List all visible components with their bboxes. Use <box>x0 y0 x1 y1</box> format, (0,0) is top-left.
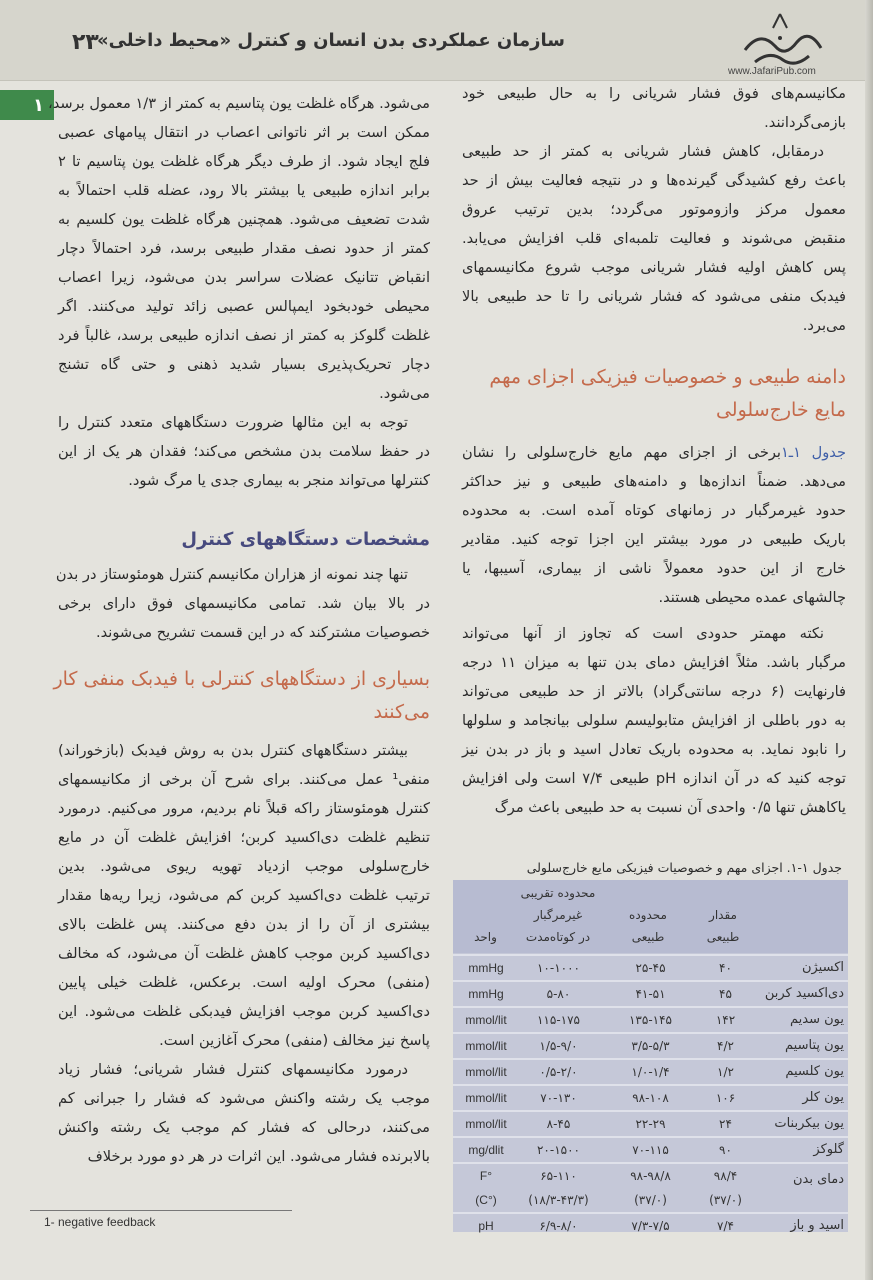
text-line: باعث رفع کشیدگی گیرنده‌ها و در نتیجه فعالیت بیش از حد <box>462 172 846 189</box>
cell-range: ۲۲-۲۹ <box>635 1117 666 1131</box>
cell-value: ۴/۲ <box>717 1039 734 1053</box>
cell-approx: ۷۰-۱۳۰ <box>540 1091 577 1105</box>
cell-unit: mmHg <box>468 961 504 975</box>
cell-name: یون کلر <box>802 1090 844 1105</box>
publisher-url: www.JafariPub.com <box>728 66 816 77</box>
text-line: ترتیب غلظت دی‌اکسید کربن کم می‌شود، زیرا ریه‌ها مقدار <box>58 887 430 904</box>
cell-value: ۹۸/۴ <box>713 1169 738 1183</box>
text-line: توجه کنید که در آن اندازه pH طبیعی ۷/۴ است ولی افزایش <box>462 770 846 787</box>
cell-name: یون بیکربنات <box>774 1116 844 1131</box>
ecf-table <box>453 880 848 1232</box>
text-line: می‌کنند <box>373 701 430 723</box>
table-row <box>453 980 848 1006</box>
cell-range: ۹۸-۱۰۸ <box>632 1091 669 1105</box>
cell-approx: ۶/۹-۸/۰ <box>539 1219 578 1233</box>
text-line: برابر اندازه طبیعی یا بیشتر بالا رود، عضله قلب احتمالاً به <box>58 182 430 199</box>
cell-value: ۱۴۲ <box>715 1013 736 1027</box>
cell-range: ۷۰-۱۱۵ <box>632 1143 669 1157</box>
cell-approx-celsius: (۱۸/۳-۴۳/۳) <box>528 1193 589 1207</box>
text-line: درمقابل، کاهش فشار شریانی به کمتر از حد طبیعی <box>462 143 824 160</box>
text-line: فارنهایت (۶ درجه سانتی‌گراد) بالاتر از حد طبیعی می‌تواند <box>462 683 846 700</box>
cell-range: ۴۱-۵۱ <box>635 987 666 1001</box>
cell-name: گلوکز <box>813 1142 844 1157</box>
cell-value: ۴۵ <box>719 987 732 1001</box>
text-line: بیشتری از آن را از بدن دفع می‌کنند. پس غلظت بالای <box>58 916 430 933</box>
table-caption: جدول ۱-۱. اجزای مهم و خصوصیات فیزیکی مایع خارج‌سلولی <box>526 860 842 875</box>
header-range-line: محدوده <box>629 908 667 922</box>
chapter-tab: ۱ <box>0 90 54 120</box>
text-line: دامنه طبیعی و خصوصیات فیزیکی اجزای مهم <box>489 366 846 388</box>
text-line: توجه به این مثالها ضرورت دستگاههای متعدد کنترل را <box>58 414 408 431</box>
cell-approx: ۱/۵-۹/۰ <box>539 1039 578 1053</box>
header-value <box>698 904 748 948</box>
cell-name: دمای بدن <box>792 1172 844 1187</box>
text-line: می‌شود. هرگاه غلظت یون پتاسیم به کمتر از ۱/۳ معمول برسد، <box>48 95 430 112</box>
header-value-line: طبیعی <box>706 930 740 944</box>
cell-approx: ۵-۸۰ <box>546 987 571 1001</box>
table-row <box>453 1136 848 1162</box>
text-line: دچار تحریک‌پذیری بسیار شدید ذهنی و حتی گاه تشنج <box>58 356 430 373</box>
cell-value: ۴۰ <box>719 961 732 975</box>
cell-value: ۷/۴ <box>717 1219 734 1233</box>
text-line: خصوصیات مشترکند که در این قسمت تشریح می‌شوند. <box>95 624 430 641</box>
text-line: چالشهای عمده محیطی هستند. <box>658 589 846 606</box>
page-header <box>0 0 873 81</box>
text-line: نکته مهمتر حدودی است که تجاوز از آنها می‌تواند <box>462 625 824 642</box>
text-line: حدود غیرمرگبار در زمانهای کوتاه آمده است. به محدوده <box>462 502 846 519</box>
text-line <box>462 438 846 467</box>
text-line: منقبض می‌شوند و فعالیت تلمبه‌ای قلب افزایش می‌یابد. <box>462 230 846 247</box>
table-row <box>453 1058 848 1084</box>
paragraph <box>58 1055 430 1171</box>
text-line: بازمی‌گردانند. <box>764 114 846 131</box>
text-line: (منفی) محرک اولیه است. برعکس، غلظت خیلی پایین <box>58 974 430 991</box>
cell-unit: mmol/lit <box>465 1117 507 1131</box>
header-approx-line: محدوده تقریبی <box>520 886 596 900</box>
text-line: مشخصات دستگاههای کنترل <box>181 529 430 550</box>
cell-unit: °F <box>479 1169 493 1183</box>
table-row <box>453 1084 848 1110</box>
table-row <box>453 954 848 980</box>
page-number: ۲۳ <box>72 30 99 55</box>
cell-range: ۱/۰-۱/۴ <box>631 1065 670 1079</box>
paragraph <box>58 408 430 495</box>
text-line: فلج ایجاد شود. از طرف دیگر هرگاه غلظت یون پتاسیم تا ۲ <box>58 153 430 170</box>
cell-unit: mmol/lit <box>465 1091 507 1105</box>
cell-name: اسید و باز <box>790 1218 844 1233</box>
text-line: کنترلها می‌تواند منجر به بیماری جدی یا مرگ شود. <box>128 472 430 489</box>
cell-value-celsius: (۳۷/۰) <box>709 1193 742 1207</box>
text-line: پس کاهش اولیه فشار شریانی موجب شروع مکانیسمهای <box>462 259 846 276</box>
text-line: می‌شود. <box>379 385 430 402</box>
text-line: مرگبار باشد. مثلاً افزایش دمای بدن تنها به میزان ۱۱ درجه <box>462 654 846 671</box>
cell-range: ۷/۳-۷/۵ <box>631 1219 670 1233</box>
text-line: دی‌اکسید کربن موجب کاهش غلظت آن می‌شود، که مخالف <box>58 945 430 962</box>
header-unit: واحد <box>474 930 497 944</box>
text-segment: برخی از اجزای مهم مایع خارج‌سلولی را نشان <box>462 444 781 461</box>
cell-range: ۳/۵-۵/۳ <box>631 1039 670 1053</box>
running-title: سازمان عملکردی بدن انسان و کنترل «محیط داخلی» <box>96 30 565 51</box>
text-line: مکانیسم‌های فوق فشار شریانی را به حال طبیعی خود <box>462 85 846 102</box>
cell-approx: ۶۵-۱۱۰ <box>540 1169 577 1183</box>
cell-unit: mmol/lit <box>465 1013 507 1027</box>
text-line: ممکن است بر اثر ناتوانی اعصاب در انتقال پیامهای عصبی <box>58 124 430 141</box>
cell-range: ۹۸-۹۸/۸ <box>630 1169 671 1183</box>
cell-unit: mmHg <box>468 987 504 1001</box>
text-line: پاسخ نیز مخالف (منفی) محرک آغازین است. <box>159 1032 430 1049</box>
header-range <box>613 904 683 948</box>
header-approx <box>508 882 608 948</box>
text-line: می‌کنند، درحالی که فشار کم موجب یک رشته واکنش <box>58 1119 430 1136</box>
text-line: بیشتر دستگاههای کنترل بدن به روش فیدبک (بازخوراند) <box>58 742 408 759</box>
cell-name: یون پتاسیم <box>785 1038 844 1053</box>
cell-approx: ۸-۴۵ <box>546 1117 571 1131</box>
table-reference-link[interactable]: جدول ۱ـ۱ <box>780 444 846 461</box>
cell-value: ۹۰ <box>719 1143 732 1157</box>
text-line: خارج از این حدود معمولاً ناشی از بیماری، آسیبها، یا <box>462 560 846 577</box>
paragraph <box>462 79 846 137</box>
cell-range: ۲۵-۴۵ <box>635 961 666 975</box>
footnote-divider <box>30 1210 292 1211</box>
text-line: معمول مرکز وازوموتور می‌گردد؛ بدین ترتیب عروق <box>462 201 846 218</box>
text-line: انقباض تتانیک عضلات سراسر بدن می‌شود، زیرا اعصاب <box>58 269 430 286</box>
table-row <box>453 1006 848 1032</box>
cell-value: ۱/۲ <box>717 1065 734 1079</box>
cell-range: ۱۳۵-۱۴۵ <box>628 1013 672 1027</box>
paragraph <box>462 619 846 822</box>
header-approx-line: غیرمرگبار <box>533 908 583 922</box>
cell-name: دی‌اکسید کربن <box>764 986 844 1001</box>
cell-unit: mg/dlit <box>468 1143 504 1157</box>
text-line: یاکاهش تنها ۰/۵ واحدی آن نسبت به حد طبیعی باعث مرگ <box>494 799 846 816</box>
cell-name: یون کلسیم <box>785 1064 844 1079</box>
cell-unit: mmol/lit <box>465 1065 507 1079</box>
text-line: می‌برد. <box>802 317 846 334</box>
text-line: کنترل هومئوستاز راکه قبلاً نام بردیم، مرور می‌کنیم. درمورد <box>58 800 430 817</box>
cell-unit-celsius: (°C) <box>475 1193 497 1207</box>
text-line: موجب یک رشته واکنش می‌شود که فشار را جبرانی کم <box>58 1090 430 1107</box>
text-line: در بالا بیان شد. تمامی مکانیسمهای فوق دارای برخی <box>58 595 430 612</box>
cell-range-celsius: (۳۷/۰) <box>634 1193 667 1207</box>
text-line: مایع خارج‌سلولی <box>715 399 846 421</box>
table-header <box>453 880 848 953</box>
text-line: غلظت گلوکز به کمتر از نصف اندازه طبیعی برسد، غالباً فرد <box>58 327 430 344</box>
paragraph <box>58 736 430 1055</box>
text-line: باریک طبیعی در مورد بیشتر این اجزا توجه کنید. مقادیر <box>462 531 846 548</box>
text-line: شدت تضعیف می‌شود. همچنین هرگاه غلظت یون کلسیم به <box>58 211 430 228</box>
text-line: درمورد مکانیسمهای کنترل فشار شریانی؛ فشار زیاد <box>58 1061 408 1078</box>
text-line: دی‌اکسید کربن موجب افزایش فیدبکی غلظت می‌شود. این <box>58 1003 430 1020</box>
cell-value: ۲۴ <box>719 1117 732 1131</box>
text-line: بسیاری از دستگاههای کنترلی با فیدبک منفی کار <box>53 668 430 690</box>
text-line: در حفظ سلامت بدن مشخص می‌کند؛ فقدان هر یک از این <box>58 443 430 460</box>
text-line: به دور باطلی از افزایش متابولیسم سلولی بیانجامد و سلولها <box>462 712 846 729</box>
paragraph <box>55 560 430 647</box>
text-line: فیدبک منفی می‌شود که فشار شریانی را تا حد طبیعی بالا <box>462 288 846 305</box>
footnote: 1- negative feedback <box>44 1215 156 1229</box>
header-value-line: مقدار <box>709 908 737 922</box>
section-heading <box>58 523 430 556</box>
text-line: منفی¹ عمل می‌کنند. برای شرح آن برخی از مکانیسمهای <box>58 771 430 788</box>
cell-unit: mmol/lit <box>465 1039 507 1053</box>
text-line: بالابرنده فشار می‌شود. این اثرات در هر دو مورد برخلاف <box>87 1148 430 1165</box>
section-heading <box>53 663 430 729</box>
cell-approx: ۲۰-۱۵۰۰ <box>536 1143 580 1157</box>
text-line: محیطی خودبخود ایمپالس عصبی زائد تولید می‌کنند. اگر <box>58 298 430 315</box>
paragraph <box>462 438 846 612</box>
cell-approx: ۰/۵-۲/۰ <box>539 1065 578 1079</box>
cell-name: اکسیژن <box>801 960 844 975</box>
paragraph <box>48 89 430 408</box>
section-heading <box>462 361 846 427</box>
text-line: کمتر از حدود نصف مقدار طبیعی برسد، فرد احتمالاً دچار <box>58 240 430 257</box>
table-row <box>453 1162 848 1212</box>
table-row <box>453 1032 848 1058</box>
text-line: تنظیم غلظت دی‌اکسید کربن؛ افزایش غلظت آن در مایع <box>58 829 430 846</box>
text-line: تنها چند نمونه از هزاران مکانیسم کنترل هومئوستاز در بدن <box>55 566 408 583</box>
cell-approx: ۱۱۵-۱۷۵ <box>536 1013 580 1027</box>
text-line: خارج‌سلولی موجب ازدیاد تهویه ریوی می‌شود. بدین <box>58 858 430 875</box>
table-row <box>453 1212 848 1238</box>
table-row <box>453 1110 848 1136</box>
header-approx-line: در کوتاه‌مدت <box>525 930 591 944</box>
cell-value: ۱۰۶ <box>715 1091 736 1105</box>
paragraph <box>462 137 846 340</box>
header-range-line: طبیعی <box>631 930 665 944</box>
cell-approx: ۱۰-۱۰۰۰ <box>536 961 580 975</box>
page-edge <box>865 0 873 1280</box>
text-line: را نابود نماید. به محدوده باریک تعادل اسید و باز در بدن نیز <box>462 741 846 758</box>
text-line: می‌دهد. ضمناً اندازه‌ها و دامنه‌های طبیعی و نیز حداکثر <box>462 473 846 490</box>
cell-name: یون سدیم <box>790 1012 844 1027</box>
cell-unit: pH <box>478 1219 494 1233</box>
